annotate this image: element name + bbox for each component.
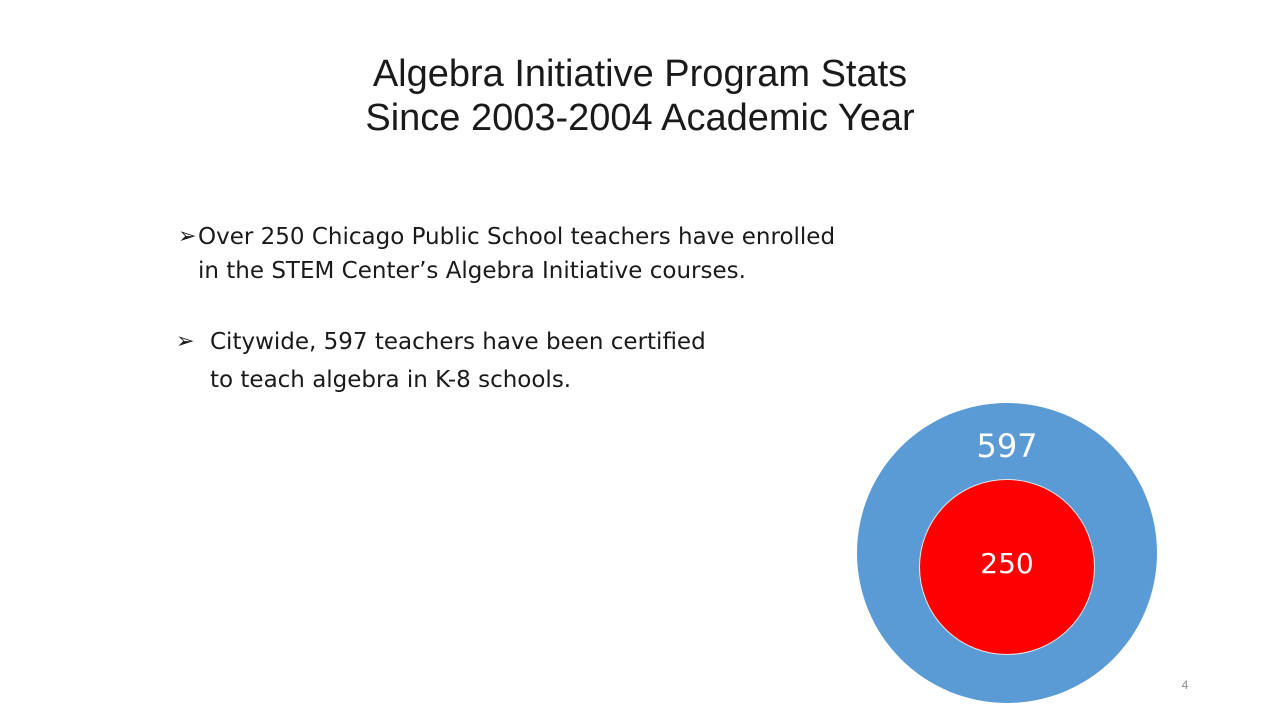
bullet-certified xyxy=(176,323,706,399)
arrow-bullet-icon: ➢ xyxy=(176,329,195,354)
title-line-1: Algebra Initiative Program Stats xyxy=(372,53,908,95)
bullet-certified-line-2: to teach algebra in K-8 schools. xyxy=(210,367,572,393)
bullet-enrolled-line-2: in the STEM Center’s Algebra Initiative courses. xyxy=(198,258,746,284)
outer-circle-value: 597 xyxy=(976,427,1038,465)
title-line-2: Since 2003-2004 Academic Year xyxy=(365,97,915,139)
slide-title xyxy=(240,52,1040,140)
page-number: 4 xyxy=(1181,678,1189,692)
bullet-enrolled xyxy=(178,220,835,288)
arrow-bullet-icon: ➢ xyxy=(178,224,197,249)
bullet-enrolled-line-1: Over 250 Chicago Public School teachers have enrolled xyxy=(198,224,836,250)
bullet-certified-line-1: Citywide, 597 teachers have been certified xyxy=(210,329,706,355)
inner-circle-value: 250 xyxy=(980,547,1034,580)
nested-circle-diagram xyxy=(857,403,1157,703)
